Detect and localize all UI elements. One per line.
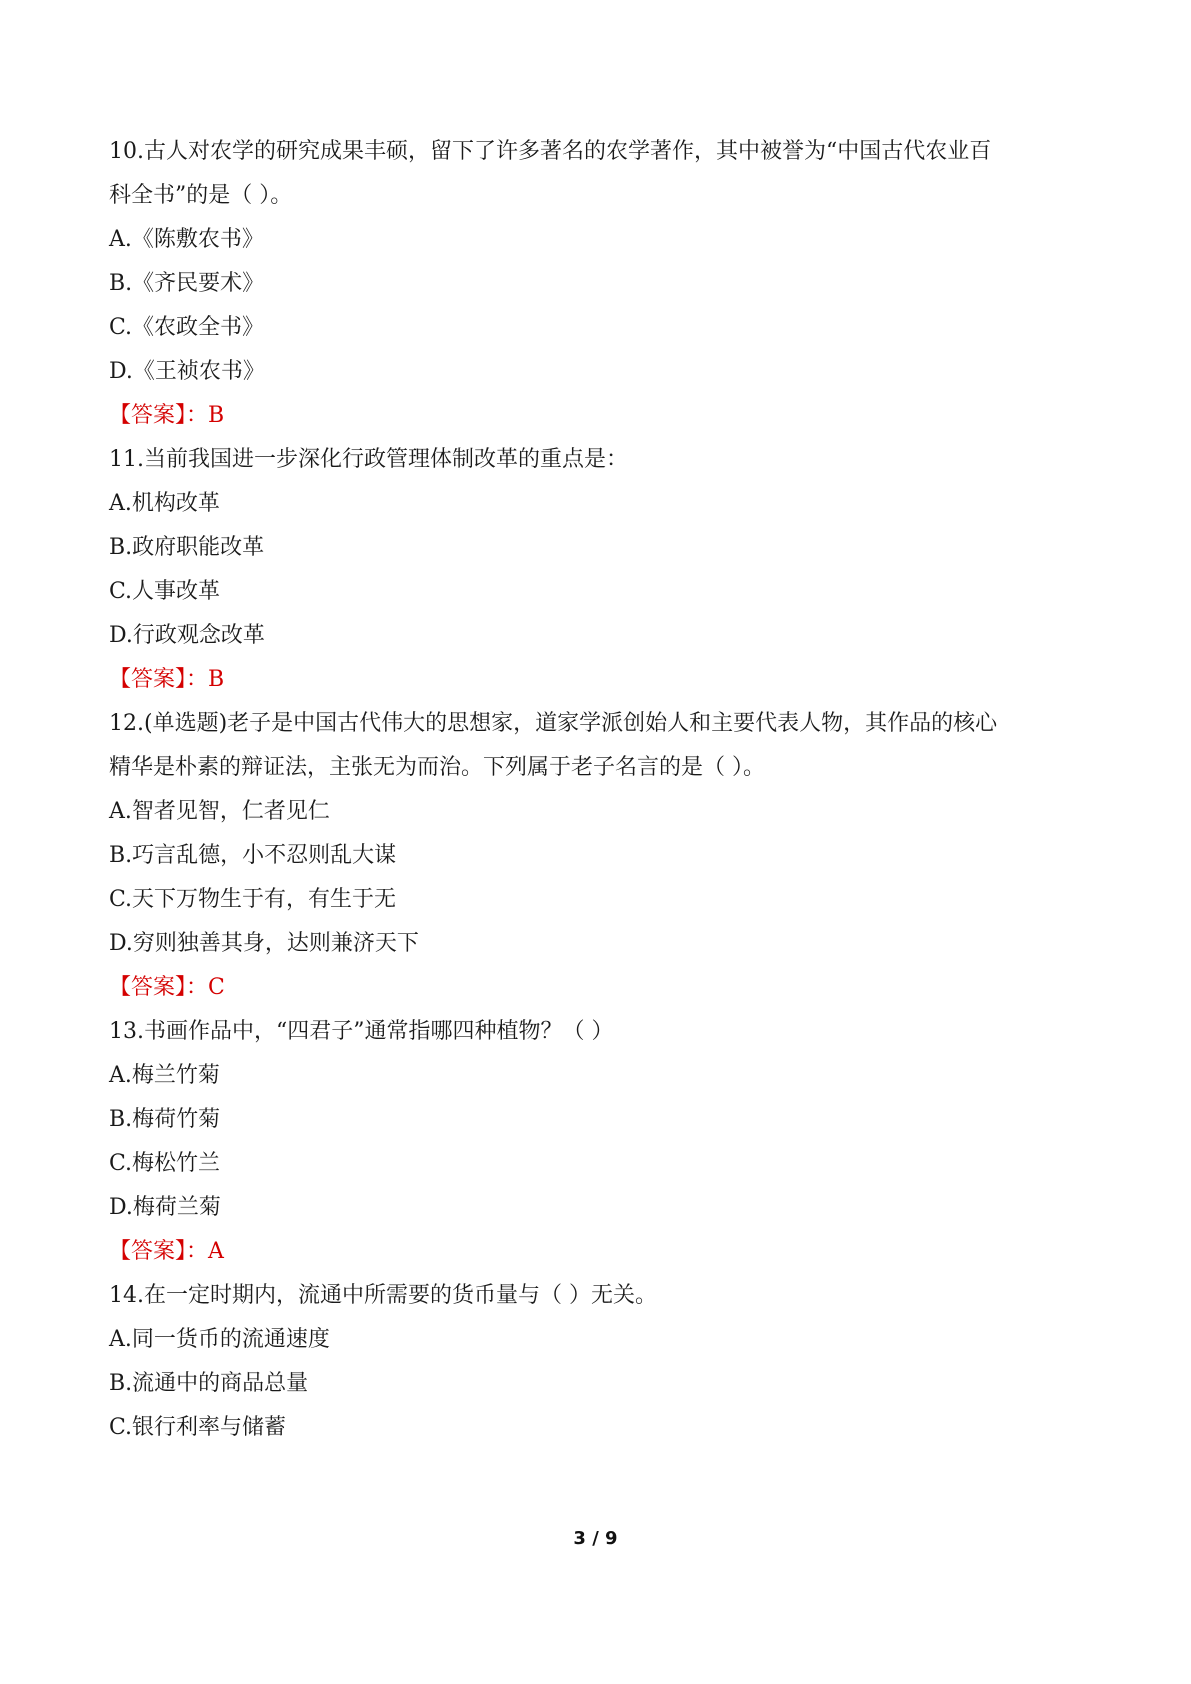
option-c: C.天下万物生于有，有生于无 <box>109 887 397 912</box>
stem-line: 12.(单选题)老子是中国古代伟大的思想家，道家学派创始人和主要代表人物，其作品的核心 <box>109 711 998 736</box>
option-d: D.穷则独善其身，达则兼济天下 <box>109 931 419 956</box>
option-b: B.流通中的商品总量 <box>109 1371 309 1396</box>
stem-line: 10.古人对农学的研究成果丰硕，留下了许多著名的农学著作，其中被誉为“中国古代农业百 <box>109 139 992 164</box>
stem-line: 13.书画作品中，“四君子”通常指哪四种植物？（ ） <box>109 1019 614 1044</box>
option-c: C.人事改革 <box>109 579 221 604</box>
stem-line: 科全书”的是（ ）。 <box>109 183 293 208</box>
option-a: A.智者见智，仁者见仁 <box>109 799 330 824</box>
question-11 <box>109 444 1089 696</box>
document-body <box>109 136 1089 1456</box>
option-b: B.《齐民要术》 <box>109 271 265 296</box>
option-c: C.《农政全书》 <box>109 315 265 340</box>
option-b: B.梅荷竹菊 <box>109 1107 221 1132</box>
option-a: A.梅兰竹菊 <box>109 1063 220 1088</box>
question-stem <box>109 136 1089 212</box>
option-a: A.《陈敷农书》 <box>109 227 264 252</box>
option-b: B.巧言乱德，小不忍则乱大谋 <box>109 843 397 868</box>
answer-label: 【答案】：C <box>109 975 225 1000</box>
option-c: C.银行利率与储蓄 <box>109 1415 287 1440</box>
question-stem <box>109 708 1089 784</box>
option-d: D.《王祯农书》 <box>109 359 265 384</box>
question-stem <box>109 1016 1089 1048</box>
page-number: 3 / 9 <box>573 1528 618 1549</box>
question-10 <box>109 136 1089 432</box>
answer-label: 【答案】：B <box>109 403 225 428</box>
answer-label: 【答案】：B <box>109 667 225 692</box>
option-a: A.同一货币的流通速度 <box>109 1327 330 1352</box>
option-c: C.梅松竹兰 <box>109 1151 221 1176</box>
question-13 <box>109 1016 1089 1268</box>
stem-line: 11.当前我国进一步深化行政管理体制改革的重点是： <box>109 447 628 472</box>
option-a: A.机构改革 <box>109 491 220 516</box>
question-stem <box>109 444 1089 476</box>
option-d: D.梅荷兰菊 <box>109 1195 221 1220</box>
question-12 <box>109 708 1089 1004</box>
question-14 <box>109 1280 1089 1444</box>
option-d: D.行政观念改革 <box>109 623 265 648</box>
answer-label: 【答案】：A <box>109 1239 224 1264</box>
stem-line: 14.在一定时期内，流通中所需要的货币量与（ ）无关。 <box>109 1283 657 1308</box>
question-stem <box>109 1280 1089 1312</box>
stem-line: 精华是朴素的辩证法，主张无为而治。下列属于老子名言的是（ ）。 <box>109 755 765 780</box>
option-b: B.政府职能改革 <box>109 535 265 560</box>
